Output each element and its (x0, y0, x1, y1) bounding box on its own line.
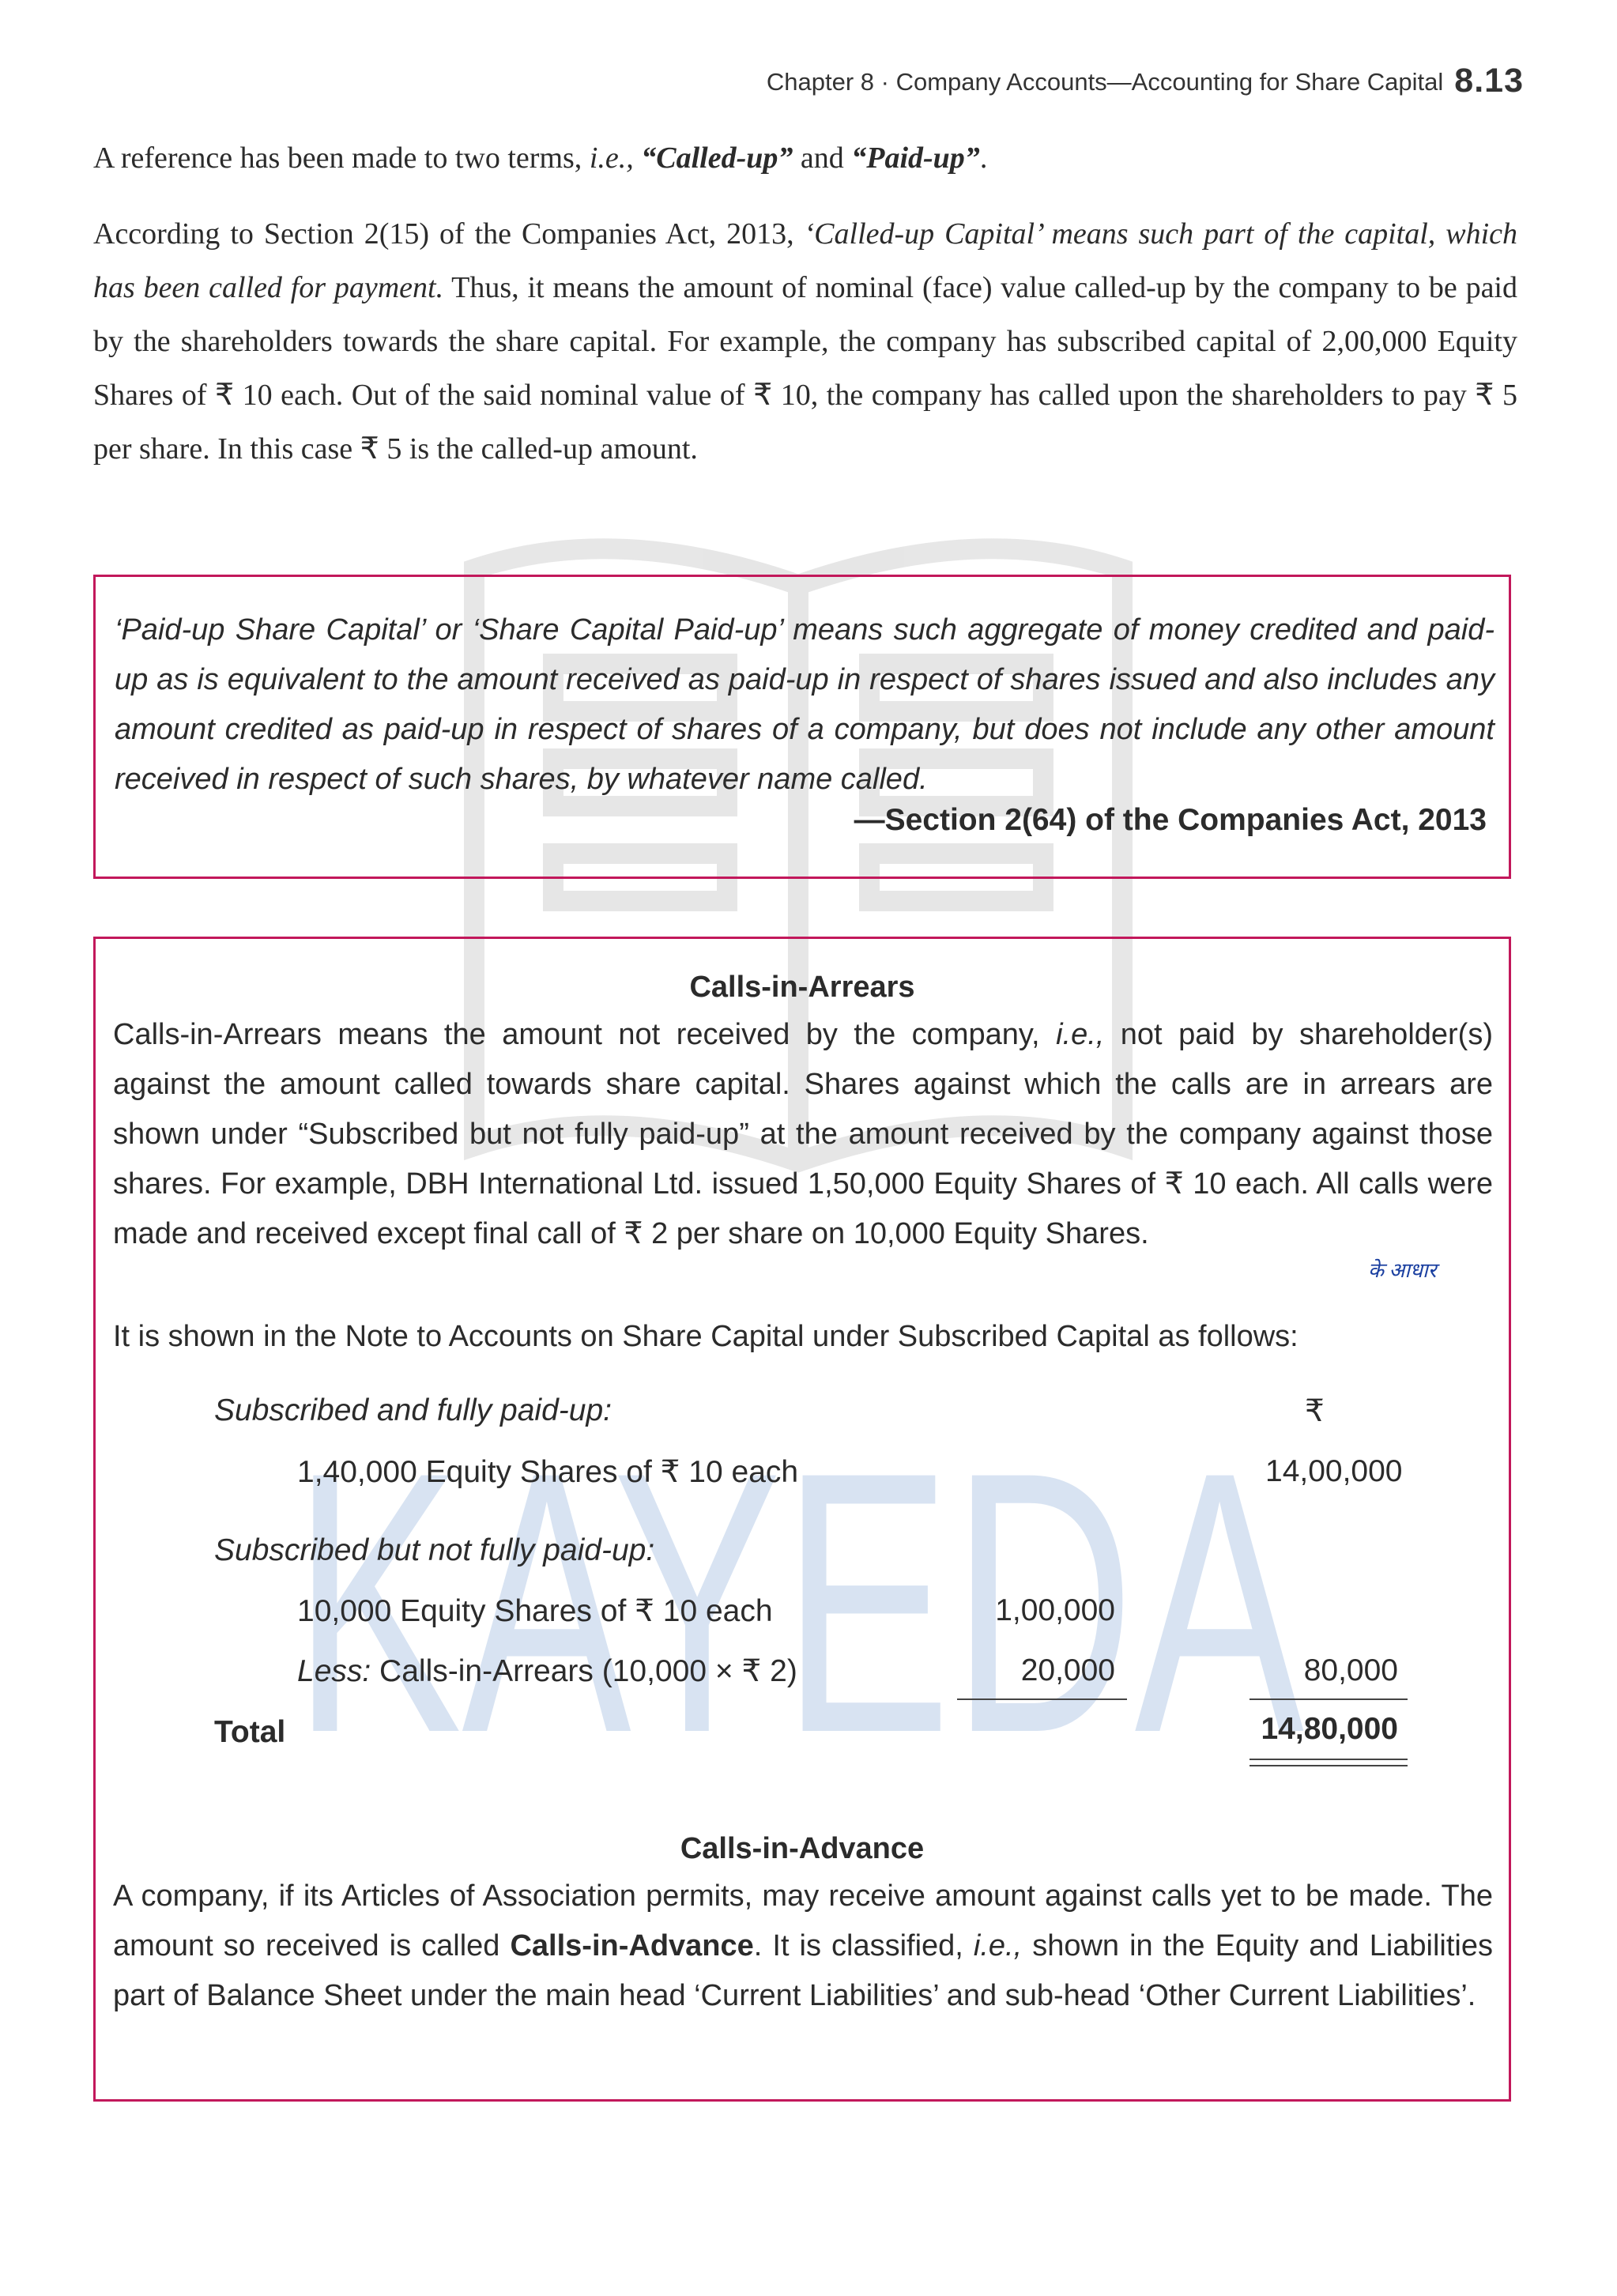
advance-bold-term: Calls-in-Advance (510, 1929, 754, 1962)
advance-text-b: . It is classified, (753, 1929, 974, 1962)
para1-definition: ‘Called-up Capital’ means such part of the capital, which has been called for payment. (93, 217, 1517, 304)
handwritten-annotation: के आधार (1368, 1259, 1437, 1282)
term-paid-up: “Paid-up” (851, 141, 980, 175)
total-double-underline-a (1250, 1759, 1408, 1760)
currency-header: ₹ (1305, 1394, 1325, 1428)
running-title: Chapter 8 · Company Accounts—Accounting for Share Capital (766, 68, 1444, 96)
total-double-underline-b (1250, 1765, 1408, 1766)
less-label: Less: (297, 1654, 371, 1688)
advance-ie: i.e., (973, 1929, 1023, 1962)
advance-text-c: shown in the Equity and Liabilities part of Balance Sheet under the main head ‘Current Liabilities’ and sub-head ‘Other Current Liabilities’. (113, 1929, 1493, 2012)
sub-fully-amount: 14,00,000 (1265, 1454, 1403, 1488)
advance-text-a: A company, if its Articles of Association permits, may receive amount against calls yet to be made. The amount so received is called (113, 1879, 1493, 1962)
definition-box (93, 575, 1511, 879)
total-amount: 14,80,000 (1261, 1712, 1398, 1746)
sub-not-fully-inner-amount: 1,00,000 (995, 1593, 1115, 1627)
arrears-text-a: Calls-in-Arrears means the amount not received by the company, (113, 1018, 1057, 1051)
arrears-intro-line: It is shown in the Note to Accounts on Share Capital under Subscribed Capital as follows: (113, 1320, 1298, 1353)
definition-text: ‘Paid-up Share Capital’ or ‘Share Capital Paid-up’ means such aggregate of money credited and paid-up as is equivalent to the amount received as paid-up in respect of shares issued and also includes any amount credited as paid-up in respect of shares of a company, but does not include any other amount received in respect of such shares, by whatever name called. (115, 613, 1494, 796)
less-item: Calls-in-Arrears (10,000 × ₹ 2) (371, 1654, 797, 1688)
page-number: 8.13 (1454, 62, 1524, 100)
sub-fully-label: Subscribed and fully paid-up: (214, 1393, 612, 1427)
intro-and: and (793, 141, 852, 175)
called-up-paragraph (93, 207, 1517, 476)
calls-box (93, 937, 1511, 2102)
para1-text-a: According to Section 2(15) of the Companies Act, 2013, (93, 217, 805, 251)
watermark-text: KAYEDA (292, 1395, 1306, 1810)
advance-heading: Calls-in-Advance (680, 1832, 925, 1865)
term-called-up: “Called-up” (641, 141, 793, 175)
intro-end: . (979, 141, 988, 175)
arrears-text-b: not paid by shareholder(s) against the amount called towards share capital. Shares against which the calls are in arrears are shown under “Subscribed but not fully paid-up” at the amount received by the company against those shares. For example, DBH International Ltd. issued 1,50,000 Equity Shares of ₹ 10 each. All calls were made and received except final call of ₹ 2 per share on 10,000 Equity Shares. (113, 1018, 1493, 1250)
arrears-ie: i.e., (1056, 1018, 1105, 1051)
advance-paragraph (113, 1872, 1493, 2021)
less-amount: 80,000 (1303, 1653, 1398, 1687)
less-inner-amount: 20,000 (1020, 1653, 1115, 1687)
amount-underline (1250, 1698, 1408, 1700)
para1-text-b: Thus, it means the amount of nominal (face) value called-up by the company to be paid by the shareholders towards the share capital. For example, the company has subscribed capital of 2,00,000 Equity Shares of ₹ 10 each. Out of the said nominal value of ₹ 10, the company has called upon the shareholders to pay ₹ 5 per share. In this case ₹ 5 is the called-up amount. (93, 271, 1517, 466)
intro-ie: i.e., (589, 141, 634, 175)
total-label: Total (214, 1715, 286, 1749)
subtotal-underline (957, 1698, 1127, 1700)
arrears-heading: Calls-in-Arrears (689, 971, 915, 1004)
sub-fully-item: 1,40,000 Equity Shares of ₹ 10 each (297, 1455, 799, 1489)
running-header (767, 62, 1524, 100)
intro-text: A reference has been made to two terms, (93, 141, 590, 175)
sub-not-fully-item: 10,000 Equity Shares of ₹ 10 each (297, 1594, 773, 1628)
less-row (297, 1653, 797, 1689)
arrears-paragraph (113, 1010, 1493, 1259)
sub-not-fully-label: Subscribed but not fully paid-up: (214, 1533, 655, 1567)
definition-citation: —Section 2(64) of the Companies Act, 2013 (854, 803, 1487, 837)
intro-line (93, 141, 1517, 175)
